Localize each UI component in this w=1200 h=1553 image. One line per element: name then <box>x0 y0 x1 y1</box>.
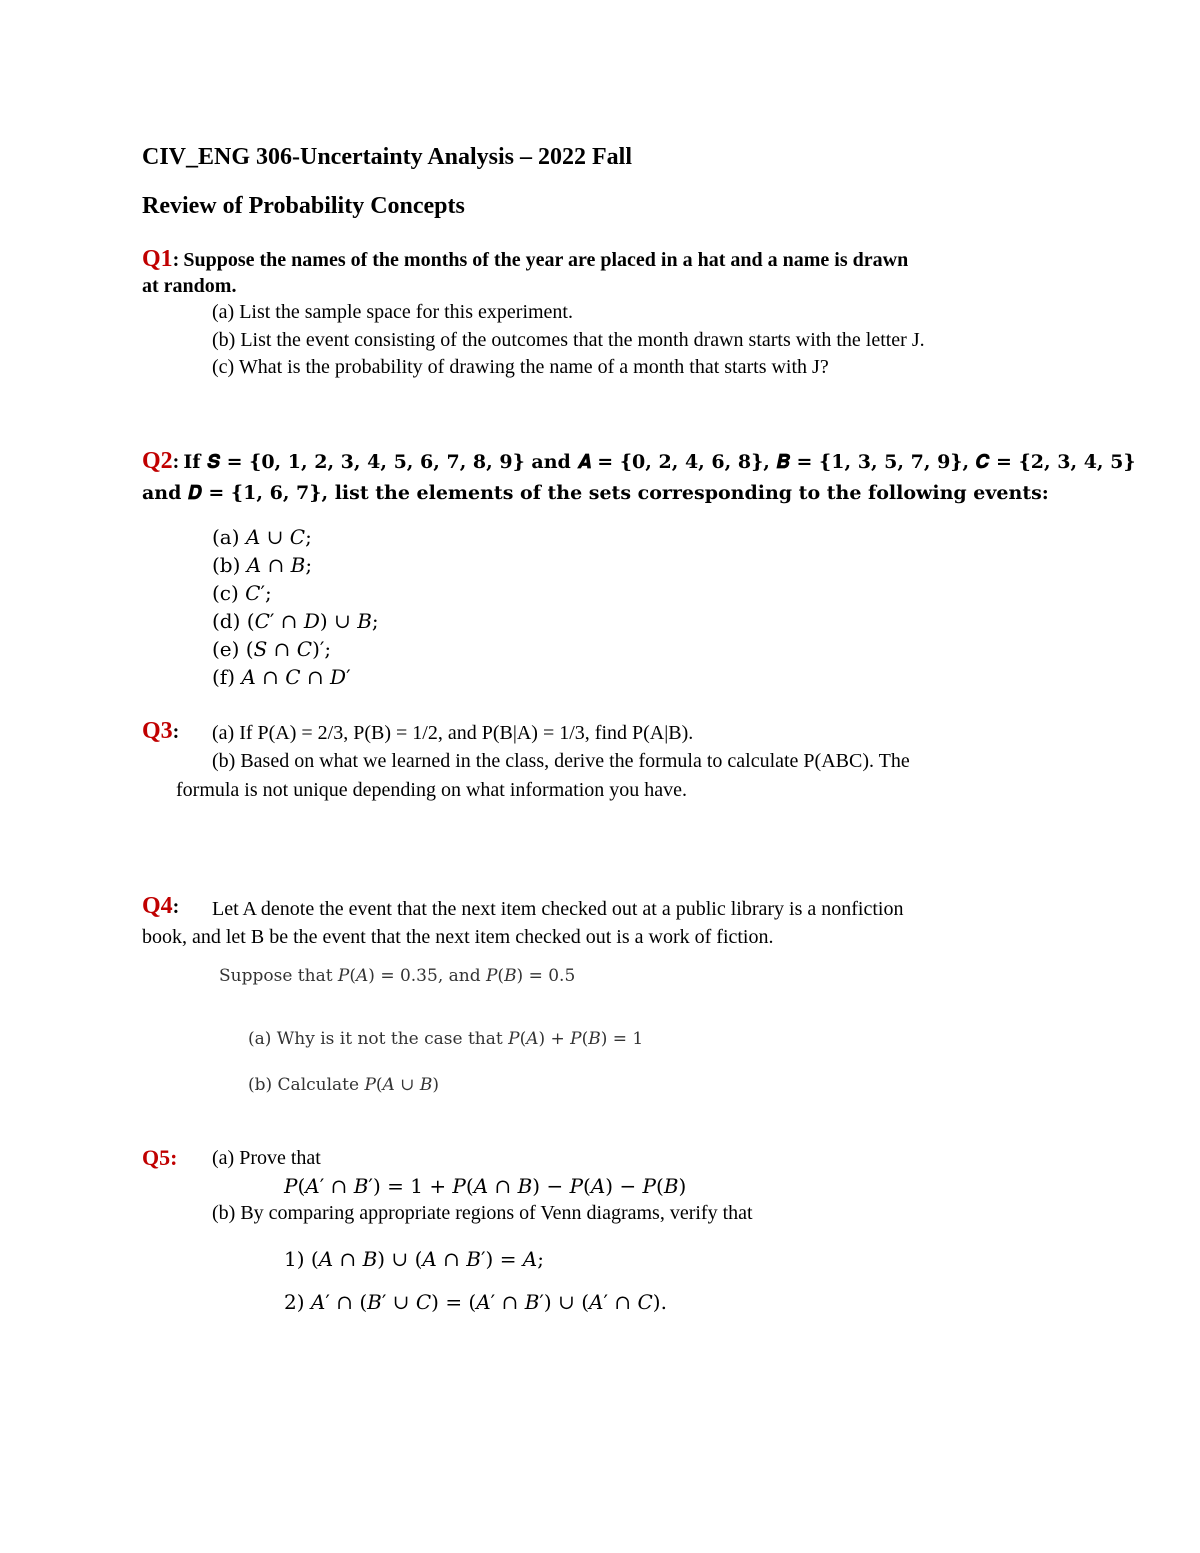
q2-item-f: (f) 𝐴 ∩ 𝐶 ∩ 𝐷′ <box>212 665 351 689</box>
q2-item-e: (e) (𝑆 ∩ 𝐶)′; <box>212 637 332 661</box>
q5-label: Q5: <box>142 1145 178 1170</box>
q4-colon: : <box>172 896 180 918</box>
q1-prompt-line2: at random. <box>142 275 237 297</box>
course-title: CIV_ENG 306-Uncertainty Analysis – 2022 Fall <box>142 144 633 170</box>
q4-part-b: (b) Calculate 𝑃(𝐴 ∪ 𝐵) <box>248 1075 439 1095</box>
q5-item-2: 2) 𝐴′ ∩ (𝐵′ ∪ 𝐶) = (𝐴′ ∩ 𝐵′) ∪ (𝐴′ ∩ 𝐶). <box>284 1290 667 1314</box>
q3-part-b-line1: (b) Based on what we learned in the class, derive the formula to calculate P(ABC). The <box>212 750 910 772</box>
q4-suppose-image-text: Suppose that 𝑃(𝐴) = 0.35, and 𝑃(𝐵) = 0.5 <box>219 966 576 986</box>
q1-part-c: (c) What is the probability of drawing the name of a month that starts with J? <box>212 356 829 378</box>
q3-heading <box>142 718 179 745</box>
q1-part-b: (b) List the event consisting of the outcomes that the month drawn starts with the letter J. <box>212 329 925 351</box>
q3-label: Q3 <box>142 718 173 744</box>
q2-colon: : <box>172 451 180 473</box>
q2-line1: If 𝑺 = {𝟎, 𝟏, 𝟐, 𝟑, 𝟒, 𝟓, 𝟔, 𝟕, 𝟖, 𝟗} and 𝑨 = {𝟎, 𝟐, 𝟒, 𝟔, 𝟖}, 𝑩 = {𝟏, 𝟑, 𝟓, 𝟕, 𝟗}, 𝑪 = {𝟐, 𝟑, 𝟒, 𝟓} <box>183 451 1136 473</box>
q5-part-b: (b) By comparing appropriate regions of Venn diagrams, verify that <box>212 1202 753 1224</box>
document-subtitle: Review of Probability Concepts <box>142 193 465 219</box>
q1-part-a: (a) List the sample space for this experiment. <box>212 301 573 323</box>
q2-label: Q2 <box>142 448 173 474</box>
q1-label: Q1 <box>142 246 173 272</box>
q1-colon: : <box>172 249 180 271</box>
q1-prompt-line1: Suppose the names of the months of the year are placed in a hat and a name is drawn <box>183 249 909 271</box>
q2-item-c: (c) 𝐶′; <box>212 581 272 605</box>
q3-colon: : <box>172 721 180 743</box>
q2-item-b: (b) 𝐴 ∩ 𝐵; <box>212 553 313 577</box>
q1-heading <box>142 246 908 273</box>
q2-line2: and 𝑫 = {𝟏, 𝟔, 𝟕}, list the elements of the sets corresponding to the following events: <box>142 482 1049 504</box>
q2-heading <box>142 448 1136 475</box>
q4-line1: Let A denote the event that the next item checked out at a public library is a nonfiction <box>212 898 904 920</box>
q5-formula: 𝑃(𝐴′ ∩ 𝐵′) = 1 + 𝑃(𝐴 ∩ 𝐵) − 𝑃(𝐴) − 𝑃(𝐵) <box>284 1174 687 1198</box>
q4-line2: book, and let B be the event that the next item checked out is a work of fiction. <box>142 926 774 948</box>
q4-heading <box>142 893 179 920</box>
q3-part-b-line2: formula is not unique depending on what information you have. <box>176 779 688 801</box>
q2-item-d: (d) (𝐶′ ∩ 𝐷) ∪ 𝐵; <box>212 609 379 633</box>
q5-item-1: 1) (𝐴 ∩ 𝐵) ∪ (𝐴 ∩ 𝐵′) = 𝐴; <box>284 1247 544 1271</box>
q3-part-a: (a) If P(A) = 2/3, P(B) = 1/2, and P(B|A) = 1/3, find P(A|B). <box>212 722 694 744</box>
q2-item-a: (a) 𝐴 ∪ 𝐶; <box>212 525 312 549</box>
q4-label: Q4 <box>142 893 173 919</box>
q5-part-a: (a) Prove that <box>212 1147 321 1169</box>
q4-part-a: (a) Why is it not the case that 𝑃(𝐴) + 𝑃(𝐵) = 1 <box>248 1029 644 1049</box>
q5-heading <box>142 1145 177 1171</box>
